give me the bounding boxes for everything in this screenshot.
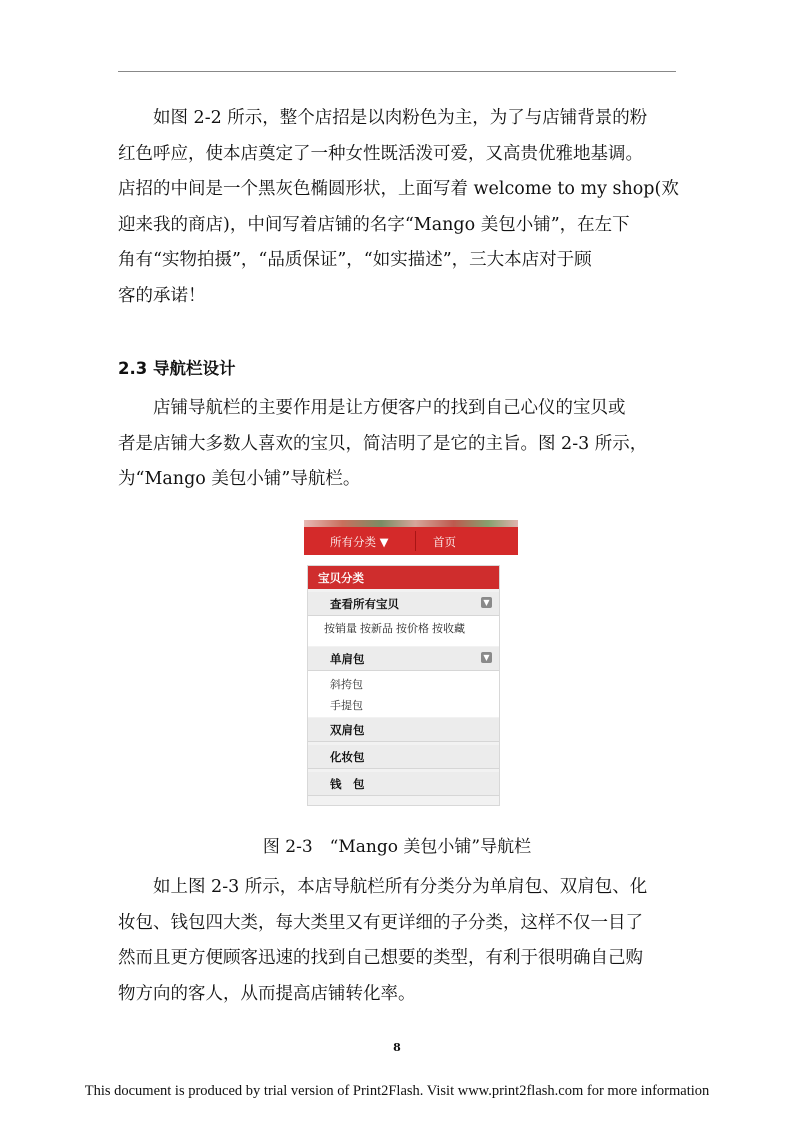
- shop-navbar: [304, 527, 518, 555]
- text-line: 角有“实物拍摄”，“品质保证”，“如实描述”，三大本店对于顾: [118, 250, 592, 270]
- category-backpack[interactable]: [308, 718, 499, 742]
- category-label: 钱 包: [330, 777, 365, 791]
- paragraph-intro: [118, 101, 678, 314]
- text-line: 物方向的客人，从而提高店铺转化率。: [118, 983, 416, 1004]
- category-wallet[interactable]: [308, 772, 499, 796]
- text-line: 迎来我的商店)，中间写着店铺的名字“Mango 美包小铺”，在左下: [118, 214, 630, 235]
- header-rule: [118, 71, 676, 72]
- page-number: 8: [393, 1041, 401, 1054]
- text-line: 者是店铺大多数人喜欢的宝贝，简洁明了是它的主旨。图 2-3 所示，: [118, 433, 648, 454]
- paragraph-nav: [118, 391, 678, 498]
- text-line: 为“Mango 美包小铺”导航栏。: [118, 469, 361, 489]
- sort-options: [308, 616, 499, 646]
- subcategory-crossbody[interactable]: 斜挎包: [330, 678, 363, 691]
- nav-divider: [415, 531, 416, 551]
- nav-home[interactable]: 首页: [433, 535, 456, 549]
- category-label: 双肩包: [330, 723, 365, 737]
- text-line: 店铺导航栏的主要作用是让方便客户的找到自己心仪的宝贝或: [118, 398, 626, 418]
- sort-by-new[interactable]: 按新品: [360, 622, 393, 635]
- subcategory-handbag[interactable]: 手提包: [330, 699, 363, 712]
- category-shoulder[interactable]: [308, 647, 499, 671]
- category-label: 单肩包: [330, 652, 365, 666]
- text-line: 妆包、钱包四大类，每大类里又有更详细的子分类，这样不仅一目了: [118, 912, 643, 933]
- text-line: 然而且更方便顾客迅速的找到自己想要的类型，有利于很明确自己购: [118, 948, 643, 968]
- category-panel-header: [308, 566, 499, 589]
- trial-footer: This document is produced by trial version of Print2Flash. Visit www.print2flash.com for more information: [84, 1083, 710, 1099]
- chevron-down-icon[interactable]: ▼: [481, 597, 492, 608]
- subcategory-list: [308, 671, 499, 717]
- navbar-screenshot-figure: [304, 520, 518, 804]
- sort-by-sales[interactable]: 按销量: [324, 622, 357, 635]
- category-label: 化妆包: [330, 750, 365, 764]
- sort-by-favorites[interactable]: 按收藏: [432, 622, 465, 635]
- category-cosmetic[interactable]: [308, 745, 499, 769]
- nav-all-categories[interactable]: 所有分类 ▼: [330, 535, 389, 549]
- chevron-down-icon[interactable]: ▼: [481, 652, 492, 663]
- category-panel: [307, 565, 500, 806]
- text-line: 店招的中间是一个黑灰色椭圆形状，上面写着 welcome to my shop(欢: [118, 179, 679, 199]
- category-label: 查看所有宝贝: [330, 597, 399, 611]
- figure-caption: 图 2-3 “Mango 美包小铺”导航栏: [262, 837, 532, 857]
- text-line: 红色呼应，使本店奠定了一种女性既活泼可爱，又高贵优雅地基调。: [118, 143, 643, 164]
- paragraph-summary: [118, 870, 678, 1012]
- section-heading: 2.3 导航栏设计: [118, 359, 236, 378]
- text-line: 客的承诺！: [118, 285, 206, 306]
- sort-by-price[interactable]: 按价格: [396, 622, 429, 635]
- panel-title: 宝贝分类: [318, 571, 364, 585]
- text-line: 如上图 2-3 所示，本店导航栏所有分类分为单肩包、双肩包、化: [118, 877, 648, 897]
- category-view-all[interactable]: [308, 592, 499, 616]
- banner-strip: [304, 520, 518, 527]
- text-line: 如图 2-2 所示，整个店招是以肉粉色为主，为了与店铺背景的粉: [118, 108, 648, 128]
